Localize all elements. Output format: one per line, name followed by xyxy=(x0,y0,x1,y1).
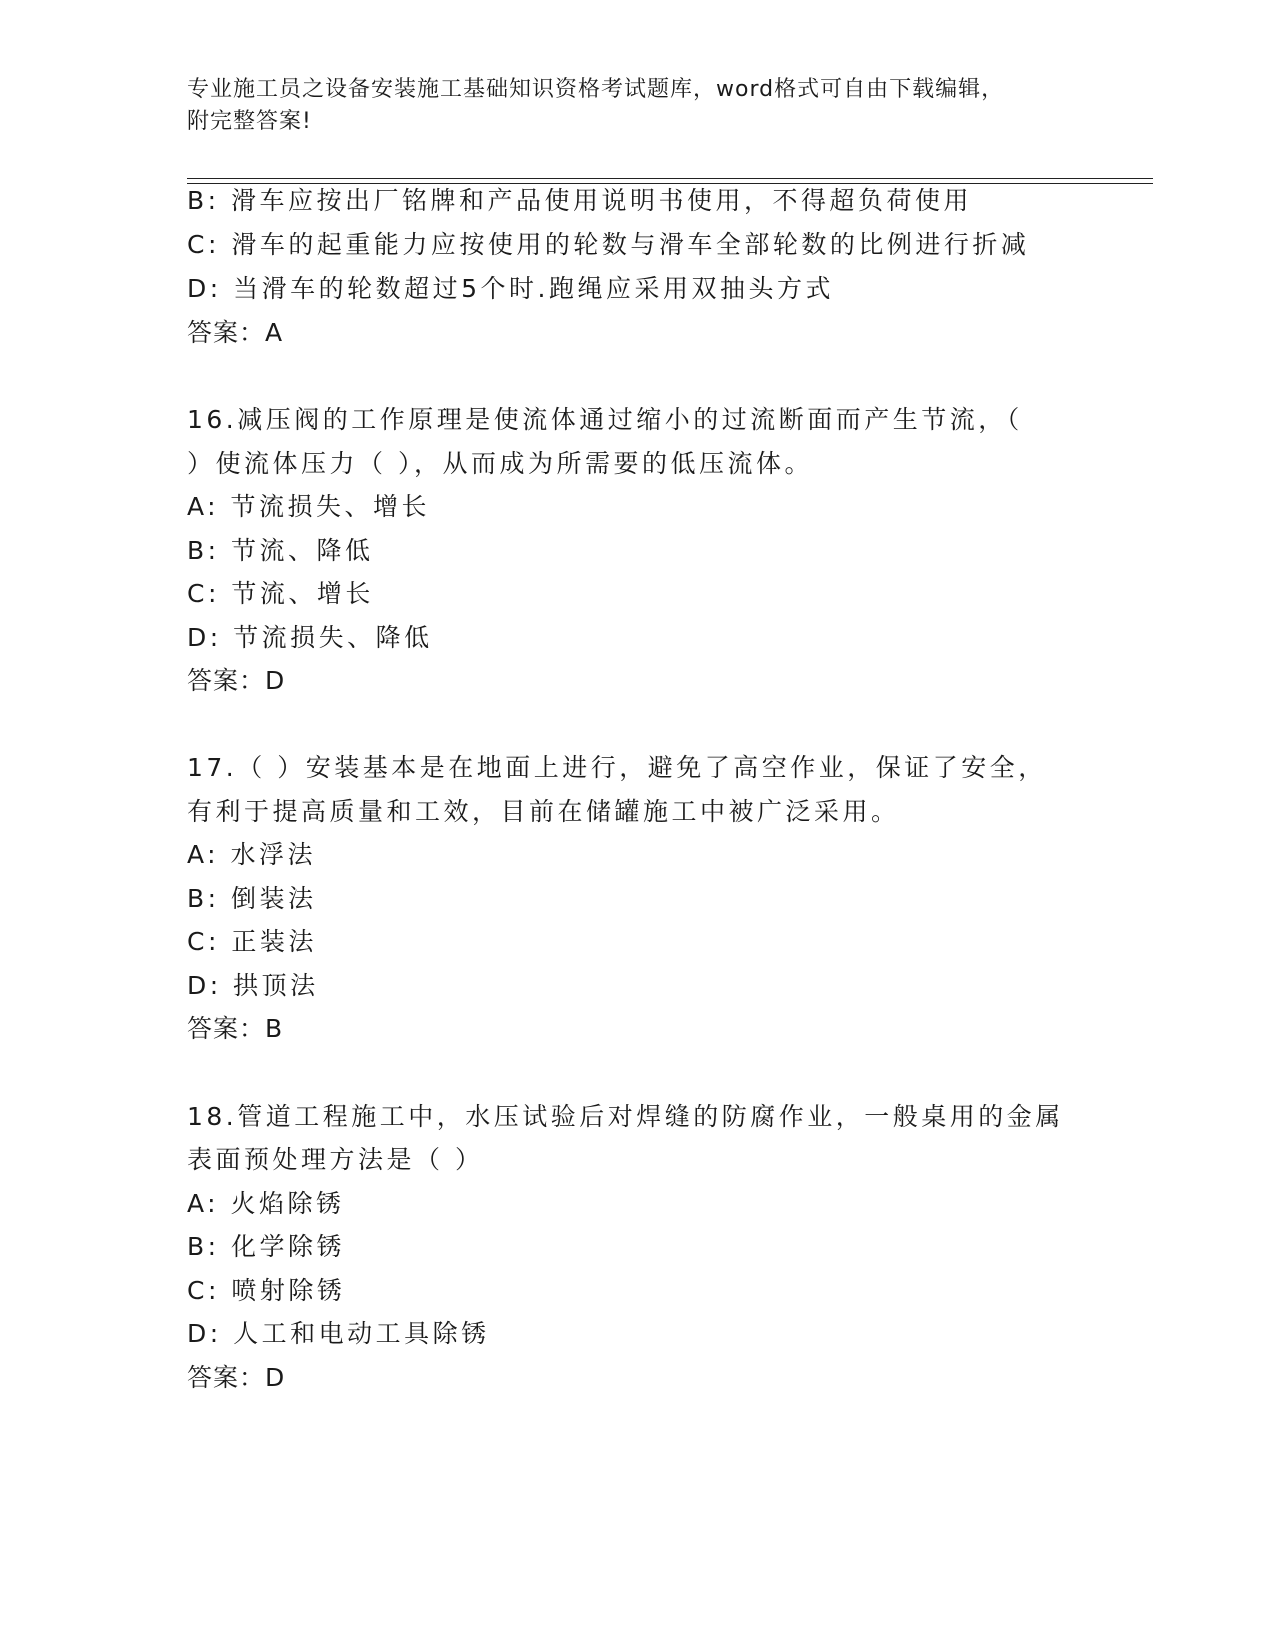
header-line-1: 专业施工员之设备安装施工基础知识资格考试题库，word格式可自由下载编辑， xyxy=(187,77,1005,102)
q15-answer: 答案：A xyxy=(187,318,284,347)
q16-stem-line-1: 16.减压阀的工作原理是使流体通过缩小的过流断面而产生节流，（ xyxy=(187,405,1023,434)
q16-answer: 答案：D xyxy=(187,666,286,695)
document-header xyxy=(187,74,1057,138)
q16-option-d: D: 节流损失、降低 xyxy=(187,623,433,652)
q15-option-b: B: 滑车应按出厂铭牌和产品使用说明书使用，不得超负荷使用 xyxy=(187,186,973,215)
q16-option-a: A: 节流损失、增长 xyxy=(187,492,431,521)
q18-option-b: B: 化学除锈 xyxy=(187,1232,346,1261)
header-line-2: 附完整答案! xyxy=(187,109,312,134)
q16-stem-line-2: ）使流体压力（ ），从而成为所需要的低压流体。 xyxy=(187,449,813,478)
q18-stem-line-2: 表面预处理方法是（ ） xyxy=(187,1145,484,1174)
q18-stem-line-1: 18.管道工程施工中，水压试验后对焊缝的防腐作业，一般桌用的金属 xyxy=(187,1102,1064,1131)
q16-option-c: C: 节流、增长 xyxy=(187,579,374,608)
q17-stem-line-1: 17.（ ）安装基本是在地面上进行，避免了高空作业，保证了安全， xyxy=(187,753,1047,782)
q16-option-b: B: 节流、降低 xyxy=(187,536,374,565)
q17-answer: 答案：B xyxy=(187,1014,284,1043)
q18-option-d: D: 人工和电动工具除锈 xyxy=(187,1319,490,1348)
q18-option-a: A: 火焰除锈 xyxy=(187,1189,345,1218)
q15-option-d: D: 当滑车的轮数超过5个时.跑绳应采用双抽头方式 xyxy=(187,274,834,303)
q15-option-c: C: 滑车的起重能力应按使用的轮数与滑车全部轮数的比例进行折减 xyxy=(187,230,1030,259)
q17-option-c: C: 正装法 xyxy=(187,927,317,956)
q17-option-d: D: 拱顶法 xyxy=(187,971,319,1000)
q17-option-a: A: 水浮法 xyxy=(187,840,317,869)
q17-stem-line-2: 有利于提高质量和工效，目前在储罐施工中被广泛采用。 xyxy=(187,797,900,826)
q18-option-c: C: 喷射除锈 xyxy=(187,1276,346,1305)
q18-answer: 答案：D xyxy=(187,1363,286,1392)
q17-option-b: B: 倒装法 xyxy=(187,884,317,913)
